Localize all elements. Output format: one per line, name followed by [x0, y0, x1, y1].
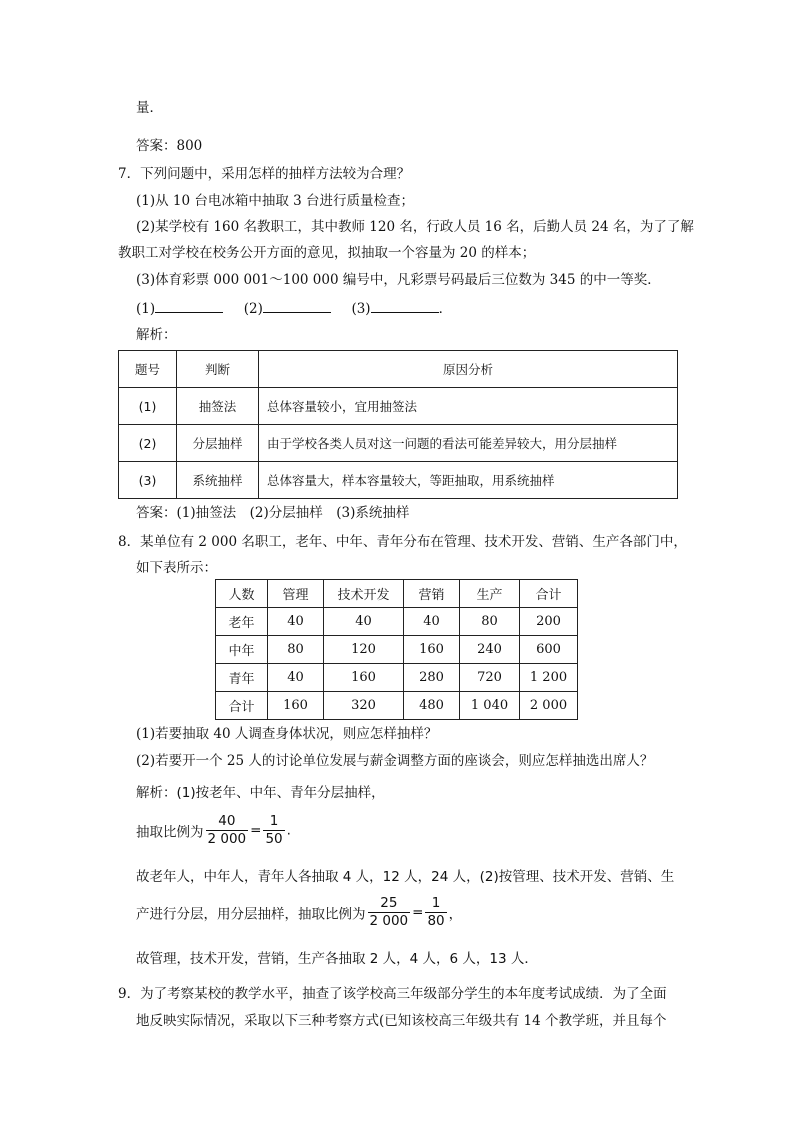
fraction [263, 813, 284, 848]
equals-sign: = [412, 904, 424, 921]
table-row [216, 636, 578, 664]
fraction [425, 895, 446, 930]
q7-answer: 答案：(1)抽签法 (2)分层抽样 (3)系统抽样 [136, 505, 410, 521]
q8-solution-1: 解析：(1)按老年、中年、青年分层抽样， [136, 785, 385, 801]
table-header-cell: 原因分析 [259, 351, 678, 388]
table-cell: (3) [119, 462, 177, 499]
table-cell: (1) [119, 388, 177, 425]
table-cell: 1 040 [460, 692, 520, 720]
q8-data-table [215, 579, 578, 720]
table-cell: 80 [268, 636, 324, 664]
table-cell: 40 [324, 608, 404, 636]
numerator: 1 [425, 895, 446, 913]
q8-ratio-line [136, 813, 291, 848]
table-row [119, 462, 678, 499]
table-cell: 40 [268, 664, 324, 692]
table-row [216, 692, 578, 720]
table-cell: 2 000 [520, 692, 578, 720]
table-cell: 抽签法 [177, 388, 259, 425]
table-cell: 600 [520, 636, 578, 664]
table-cell: 老年 [216, 608, 268, 636]
numerator: 1 [263, 813, 284, 831]
table-cell: 40 [268, 608, 324, 636]
ratio-label-2: 产进行分层，用分层抽样，抽取比例为 [136, 906, 366, 923]
table-cell: 720 [460, 664, 520, 692]
blank-1 [155, 298, 223, 313]
numerator: 25 [368, 895, 411, 913]
q8-solution-3: 故老年人，中年人，青年人各抽取 4 人，12 人，24 人，(2)按管理、技术开发、营销、生 [136, 869, 675, 885]
q7-stem: 7．下列问题中，采用怎样的抽样方法较为合理？ [118, 166, 411, 182]
table-cell: 青年 [216, 664, 268, 692]
table-cell: 1 200 [520, 664, 578, 692]
q8-solution-4 [136, 895, 462, 930]
blank-2 [263, 298, 331, 313]
q8-solution-5: 故管理，技术开发，营销，生产各抽取 2 人，4 人，6 人，13 人． [136, 951, 538, 967]
table-cell: 总体容量较小，宜用抽签法 [259, 388, 678, 425]
denominator: 2 000 [369, 913, 409, 929]
table-header-cell: 合计 [520, 580, 578, 608]
table-cell: 40 [404, 608, 460, 636]
denominator: 80 [427, 913, 445, 929]
table-cell: 200 [520, 608, 578, 636]
fraction [206, 813, 249, 848]
blank-2-label: (2) [243, 301, 263, 317]
q7-item-2b: 教职工对学校在校务公开方面的意见，拟抽取一个容量为 20 的样本； [118, 245, 536, 261]
table-row [216, 664, 578, 692]
table-header-cell: 生产 [460, 580, 520, 608]
q8-stem-2: 如下表所示： [136, 560, 217, 576]
table-header-cell: 管理 [268, 580, 324, 608]
q8-part-1: (1)若要抽取 40 人调查身体状况，则应怎样抽样？ [136, 726, 438, 742]
blank-1-label: (1) [136, 301, 156, 317]
equals-sign: = [250, 822, 262, 839]
table-cell: 320 [324, 692, 404, 720]
table-cell: 280 [404, 664, 460, 692]
q7-analysis-label: 解析： [136, 327, 177, 343]
q9-line-2: 地反映实际情况，采取以下三种考察方式(已知该校高三年级共有 14 个教学班，并且每个 [136, 1013, 667, 1029]
blank-3 [371, 298, 439, 313]
table-cell: 160 [404, 636, 460, 664]
table-cell: 中年 [216, 636, 268, 664]
q7-item-1: (1)从 10 台电冰箱中抽取 3 台进行质量检查； [136, 193, 415, 209]
table-cell: 480 [404, 692, 460, 720]
table-cell: 240 [460, 636, 520, 664]
blank-3-label: (3) [351, 301, 371, 317]
q9-line-1: 9．为了考察某校的教学水平，抽查了该学校高三年级部分学生的本年度考试成绩．为了全面 [118, 986, 667, 1002]
answer-6: 答案：800 [136, 138, 203, 154]
q7-item-2a: (2)某学校有 160 名教职工，其中教师 120 名，行政人员 16 名，后勤人员 24 名，为了了解 [136, 219, 694, 235]
ratio-end-2: ， [448, 906, 463, 923]
table-cell: 总体容量大，样本容量较大，等距抽取，用系统抽样 [259, 462, 678, 499]
q7-analysis-table [118, 350, 678, 499]
q8-stem-1: 8．某单位有 2 000 名职工，老年、中年、青年分布在管理、技术开发、营销、生产各部门中， [118, 534, 687, 550]
table-header-cell: 人数 [216, 580, 268, 608]
numerator: 40 [206, 813, 249, 831]
table-cell: 160 [324, 664, 404, 692]
table-cell: (2) [119, 425, 177, 462]
blank-end: ． [438, 301, 453, 317]
q7-blanks [136, 297, 452, 317]
table-cell: 160 [268, 692, 324, 720]
table-header-row [119, 351, 678, 388]
fraction [368, 895, 411, 930]
table-cell: 分层抽样 [177, 425, 259, 462]
continuation-text: 量． [136, 100, 163, 116]
table-row [119, 425, 678, 462]
denominator: 50 [265, 831, 283, 847]
table-header-row [216, 580, 578, 608]
table-header-cell: 技术开发 [324, 580, 404, 608]
q7-item-3: (3)体育彩票 000 001～100 000 编号中，凡彩票号码最后三位数为 345 的中一等奖． [136, 272, 661, 288]
ratio-label: 抽取比例为 [136, 824, 204, 841]
table-cell: 合计 [216, 692, 268, 720]
table-row [216, 608, 578, 636]
table-cell: 120 [324, 636, 404, 664]
q8-part-2: (2)若要开一个 25 人的讨论单位发展与薪金调整方面的座谈会，则应怎样抽选出席人？ [136, 753, 654, 769]
table-row [119, 388, 678, 425]
ratio-end: . [286, 822, 291, 839]
table-cell: 由于学校各类人员对这一问题的看法可能差异较大，用分层抽样 [259, 425, 678, 462]
table-cell: 系统抽样 [177, 462, 259, 499]
table-cell: 80 [460, 608, 520, 636]
table-header-cell: 判断 [177, 351, 259, 388]
table-header-cell: 题号 [119, 351, 177, 388]
denominator: 2 000 [207, 831, 247, 847]
table-header-cell: 营销 [404, 580, 460, 608]
